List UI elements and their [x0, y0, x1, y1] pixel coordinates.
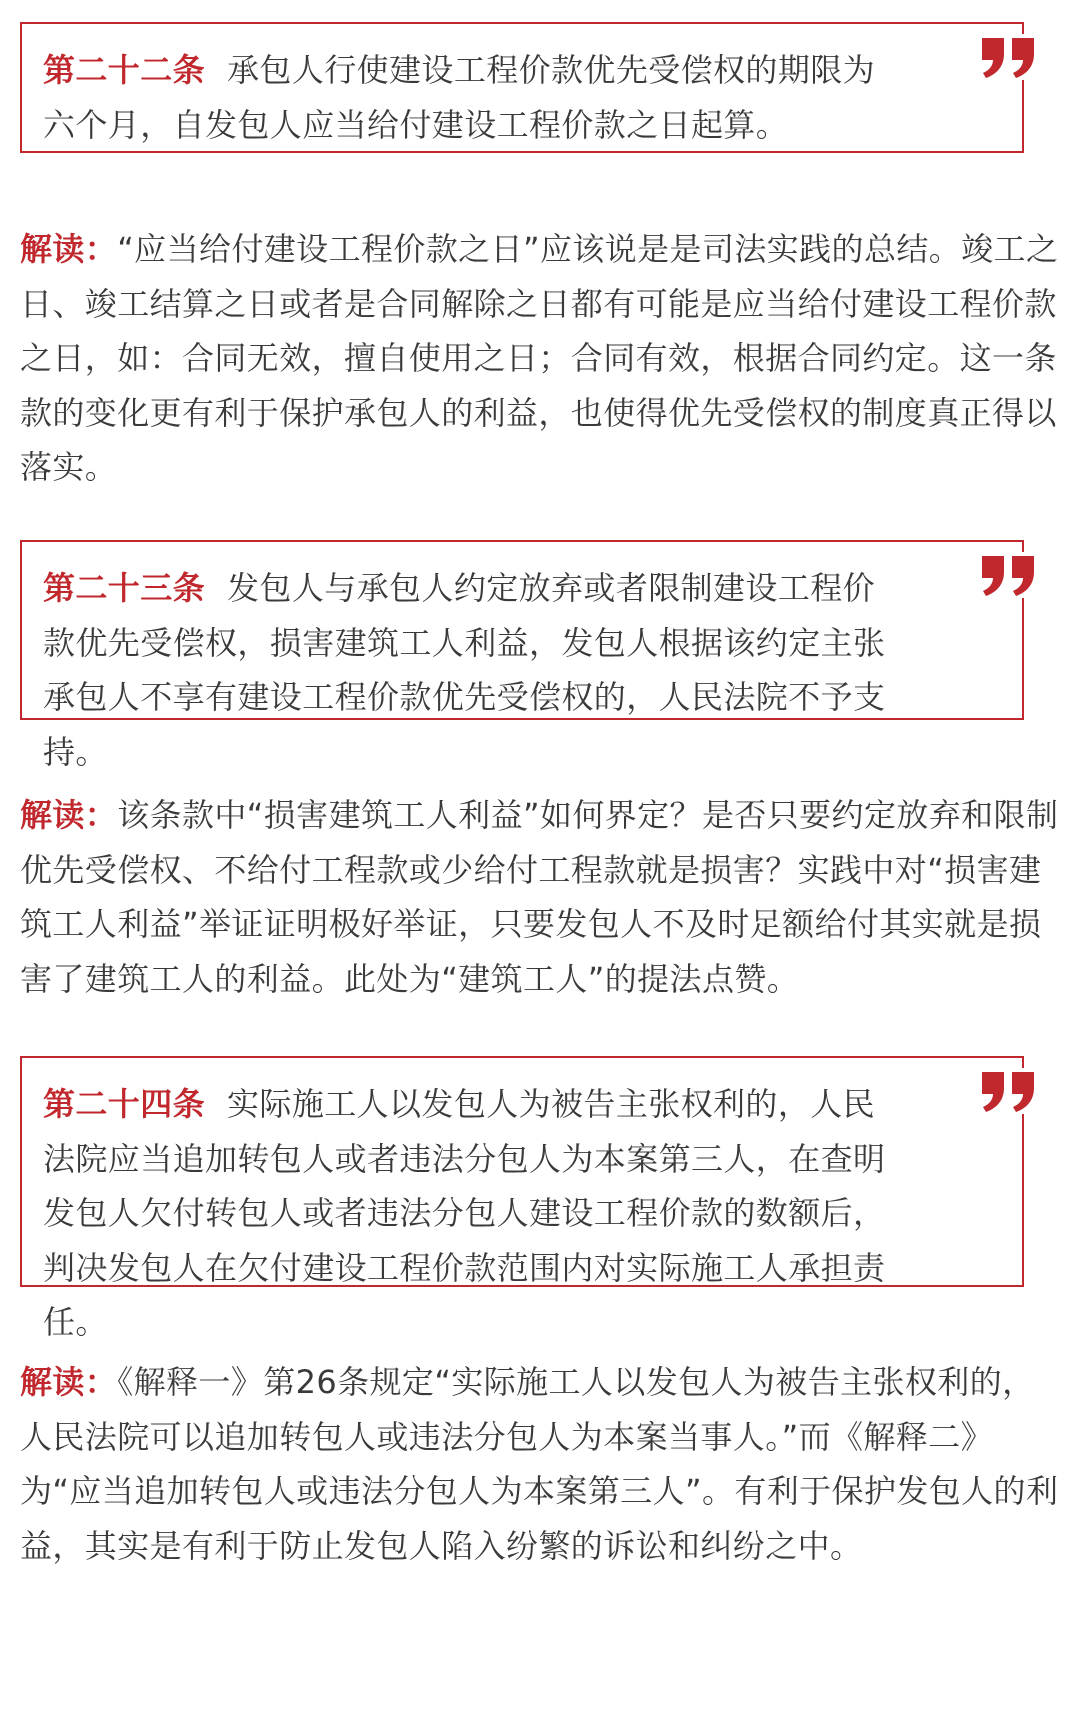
- closing-quote-icon: [980, 34, 1038, 80]
- commentary-body: 《解释一》第26条规定“实际施工人以发包人为被告主张权利的，人民法院可以追加转包人或违法分包人为本案当事人。”而《解释二》为“应当追加转包人或违法分包人为本案第三人”。有利于保护发包人的利益，其实是有利于防止发包人陷入纷繁的诉讼和纠纷之中。: [20, 1363, 1059, 1565]
- article-box-23: [20, 540, 1024, 771]
- commentary-body: “应当给付建设工程价款之日”应该说是是司法实践的总结。竣工之日、竣工结算之日或者是合同解除之日都有可能是应当给付建设工程价款之日，如：合同无效，擅自使用之日；合同有效，根据合同约定。这一条款的变化更有利于保护承包人的利益，也使得优先受偿权的制度真正得以落实。: [20, 230, 1059, 486]
- article-label: 第二十二条: [43, 51, 206, 89]
- commentary-23: [20, 788, 1060, 1006]
- closing-quote-icon: [980, 552, 1038, 598]
- commentary-22: [20, 222, 1060, 495]
- article-text: [43, 1077, 893, 1350]
- article-body: 承包人行使建设工程价款优先受偿权的期限为六个月，自发包人应当给付建设工程价款之日起算。: [43, 51, 876, 144]
- article-text: [43, 561, 893, 779]
- article-label: 第二十三条: [43, 569, 206, 607]
- article-box-22: [20, 22, 1024, 153]
- commentary-label: 解读：: [20, 796, 118, 834]
- article-body: 发包人与承包人约定放弃或者限制建设工程价款优先受偿权，损害建筑工人利益，发包人根据该约定主张承包人不享有建设工程价款优先受偿权的，人民法院不予支持。: [43, 569, 886, 771]
- article-body: 实际施工人以发包人为被告主张权利的，人民法院应当追加转包人或者违法分包人为本案第三人，在查明发包人欠付转包人或者违法分包人建设工程价款的数额后，判决发包人在欠付建设工程价款范围内对实际施工人承担责任。: [43, 1085, 886, 1341]
- article-text: [43, 43, 893, 152]
- closing-quote-icon: [980, 1068, 1038, 1114]
- commentary-24: [20, 1355, 1060, 1573]
- commentary-label: 解读：: [20, 1363, 118, 1401]
- commentary-label: 解读：: [20, 230, 118, 268]
- article-box-24: [20, 1056, 1024, 1341]
- commentary-body: 该条款中“损害建筑工人利益”如何界定？是否只要约定放弃和限制优先受偿权、不给付工程款或少给付工程款就是损害？实践中对“损害建筑工人利益”举证证明极好举证，只要发包人不及时足额给付其实就是损害了建筑工人的利益。此处为“建筑工人”的提法点赞。: [20, 796, 1059, 998]
- article-label: 第二十四条: [43, 1085, 206, 1123]
